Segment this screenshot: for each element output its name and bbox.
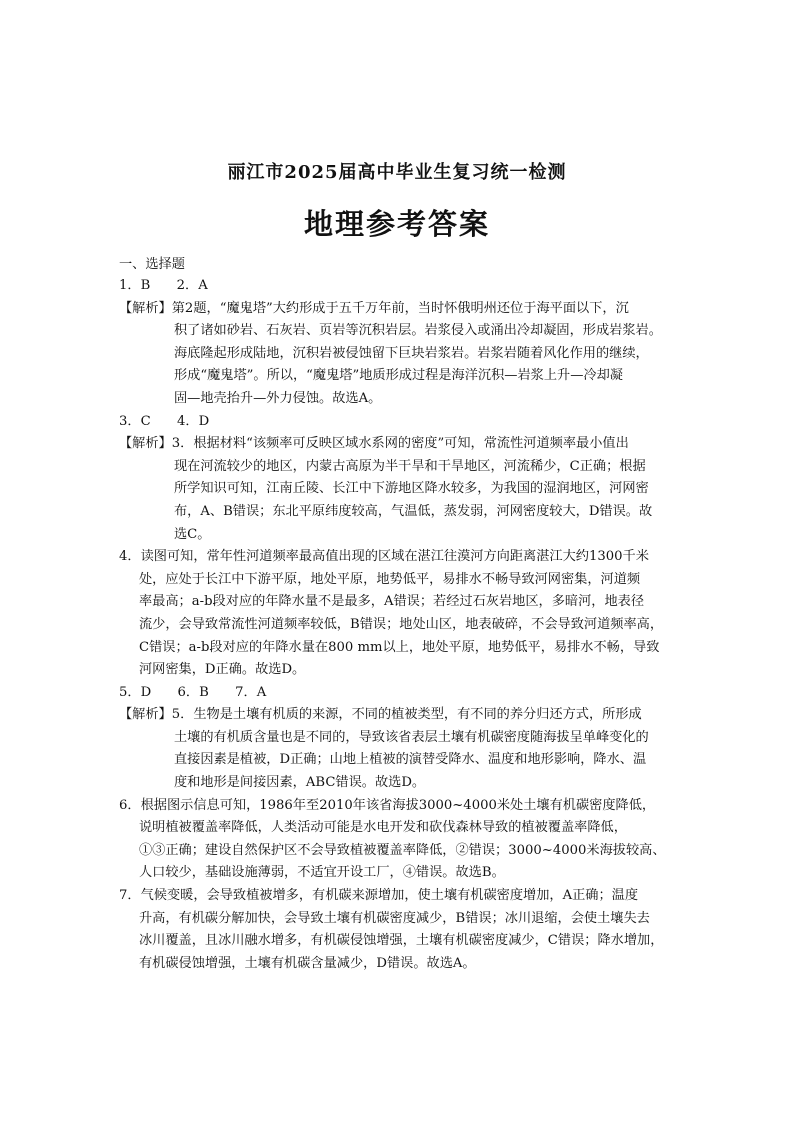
answer-body — [119, 255, 679, 975]
answer-line: 固—地壳抬升—外力侵蚀。故选A。 — [174, 390, 382, 406]
answer-line: 选C。 — [174, 526, 211, 542]
answer-line: 现在河流较少的地区，内蒙古高原为半干旱和干旱地区，河流稀少，C正确；根据 — [174, 458, 646, 474]
answer-line: 流少，会导致常流性河道频率较低，B错误；地处山区，地表破碎，不会导致河道频率高， — [139, 616, 663, 632]
answer-line: 率最高；a-b段对应的年降水量不是最多，A错误；若经过石灰岩地区，多暗河，地表径 — [139, 594, 645, 610]
answer-line: 冰川覆盖，且冰川融水增多，有机碳侵蚀增强，土壤有机碳密度减少，C错误；降水增加， — [139, 933, 664, 949]
answer-line: ①③正确；建设自然保护区不会导致植被覆盖率降低，②错误；3000~4000米海拔较高、 — [139, 842, 666, 858]
answer-line: 积了诸如砂岩、石灰岩、页岩等沉积岩层。岩浆侵入或涌出冷却凝固，形成岩浆岩。 — [174, 323, 662, 339]
answer-line: 度和地形是间接因素，ABC错误。故选D。 — [174, 775, 426, 791]
answer-line: 6．根据图示信息可知，1986年至2010年该省海拔3000~4000米处土壤有机碳密度降低， — [119, 797, 656, 813]
answer-title: 地理参考答案 — [303, 207, 490, 241]
answer-line: 1．B 2．A — [119, 278, 208, 293]
answer-line: 处，应处于长江中下游平原，地处平原，地势低平，易排水不畅导致河网密集，河道频 — [139, 571, 641, 587]
answer-line: 土壤的有机质含量也是不同的，导致该省表层土壤有机碳密度随海拔呈单峰变化的 — [174, 729, 649, 745]
answer-line: 【解析】5．生物是土壤有机质的来源，不同的植被类型，有不同的养分归还方式，所形成 — [119, 707, 642, 723]
answer-line: 人口较少，基础设施薄弱，不适宜开设工厂，④错误。故选B。 — [139, 865, 505, 881]
answer-line: 布，A、B错误；东北平原纬度较高，气温低，蒸发弱，河网密度较大，D错误。故 — [174, 503, 653, 519]
answer-line: 河网密集，D正确。故选D。 — [139, 662, 306, 678]
section-heading: 一、选择题 — [119, 257, 185, 272]
answer-line: 4．读图可知，常年性河道频率最高值出现的区域在湛江往漠河方向距离湛江大约1300千米 — [119, 549, 649, 565]
answer-line: 形成“魔鬼塔”。所以，“魔鬼塔”地质形成过程是海洋沉积—岩浆上升—冷却凝 — [174, 368, 623, 384]
answer-line: 有机碳侵蚀增强，土壤有机碳含量减少，D错误。故选A。 — [139, 955, 476, 971]
answer-line: 海底隆起形成陆地，沉积岩被侵蚀留下巨块岩浆岩。岩浆岩随着风化作用的继续， — [174, 345, 649, 361]
answer-line: 3．C 4．D — [119, 413, 210, 429]
exam-title: 丽江市2025届高中毕业生复习统一检测 — [227, 162, 567, 183]
answer-line: 【解析】第2题，“魔鬼塔”大约形成于五千万年前，当时怀俄明州还位于海平面以下，沉 — [119, 300, 629, 316]
answer-line: 5．D 6．B 7．A — [119, 684, 267, 700]
answer-line: 【解析】3．根据材料“该频率可反映区域水系网的密度”可知，常流性河道频率最小值出 — [119, 436, 629, 452]
answer-line: 说明植被覆盖率降低，人类活动可能是水电开发和砍伐森林导致的植被覆盖率降低， — [139, 820, 627, 836]
answer-line: 所学知识可知，江南丘陵、长江中下游地区降水较多，为我国的湿润地区，河网密 — [174, 481, 649, 497]
answer-line: 升高，有机碳分解加快，会导致土壤有机碳密度减少，B错误；冰川退缩，会使土壤失去 — [139, 910, 650, 926]
answer-line: C错误；a-b段对应的年降水量在800 mm以上，地处平原，地势低平，易排水不畅，导致 — [139, 639, 660, 655]
answer-line: 直接因素是植被，D正确；山地上植被的演替受降水、温度和地形影响，降水、温 — [174, 752, 647, 768]
answer-line: 7．气候变暖，会导致植被增多，有机碳来源增加，使土壤有机碳密度增加，A正确；温度 — [119, 888, 639, 904]
